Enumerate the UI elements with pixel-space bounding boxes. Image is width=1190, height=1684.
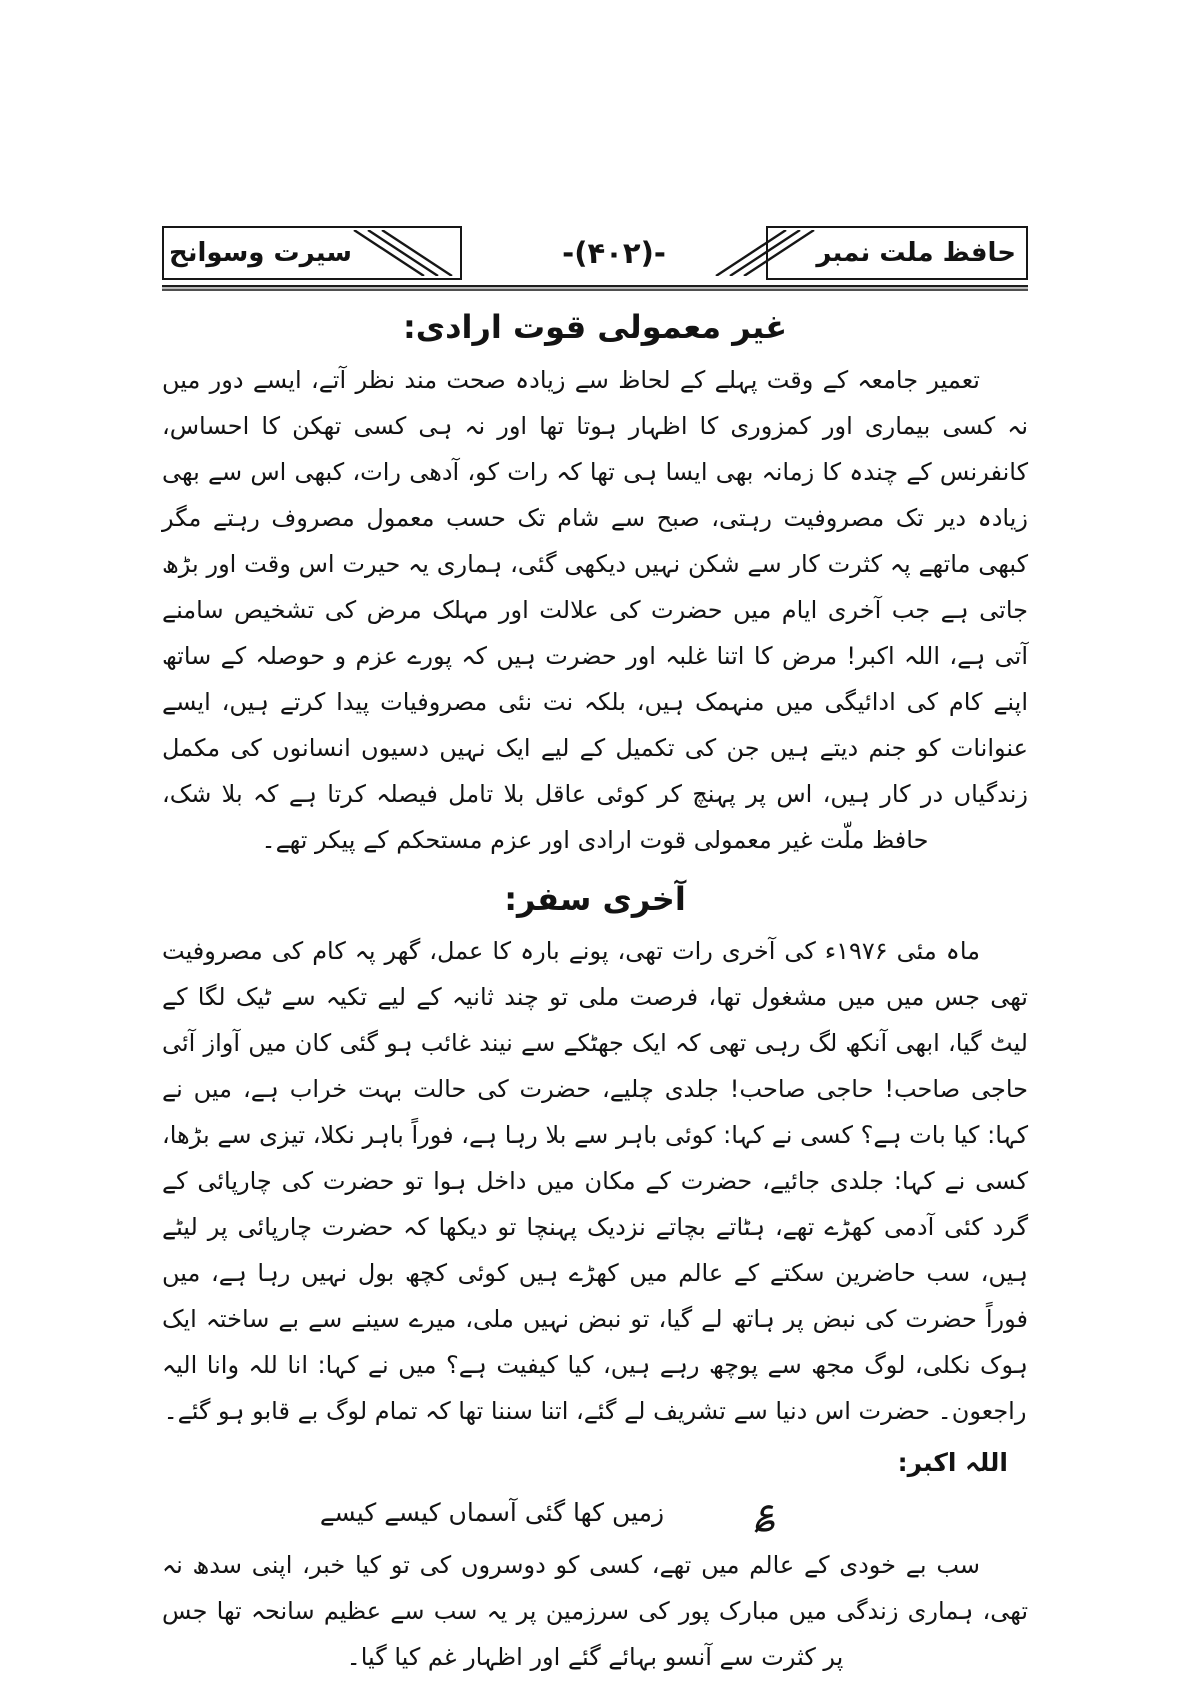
verse-marker: ؏ bbox=[756, 1490, 776, 1531]
verse-line bbox=[162, 1488, 1028, 1538]
section-1-paragraph: تعمیر جامعہ کے وقت پہلے کے لحاظ سے زیادہ صحت مند نظر آتے، ایسے دور میں نہ کسی بیماری اور کمزوری کا اظہار ہوتا تھا اور نہ ہی کسی تھکن کا احساس، کانفرنس کے چندہ کا زمانہ بھی ایسا ہی تھا کہ رات کو، آدھی رات، کبھی اس سے بھی زیادہ دیر تک مصروفیت رہتی، صبح سے شام تک حسب معمول مصروف رہتے مگر کبھی ماتھے پہ کثرت کار سے شکن نہیں دیکھی گئی، ہماری یہ حیرت اس وقت اور بڑھ جاتی ہے جب آخری ایام میں حضرت کی علالت اور مہلک مرض کی تشخیص سامنے آتی ہے، اللہ اکبر! مرض کا اتنا غلبہ اور حضرت ہیں کہ پورے عزم و حوصلہ کے ساتھ اپنے کام کی ادائیگی میں منہمک ہیں، بلکہ نت نئی مصروفیات پیدا کرتے ہیں، ایسے عنوانات کو جنم دیتے ہیں جن کی تکمیل کے لیے ایک نہیں دسیوں انسانوں کی مکمل زندگیاں در کار ہیں، اس پر پہنچ کر کوئی عاقل بلا تامل فیصلہ کرتا ہے کہ بلا شک، حافظ ملّت غیر معمولی قوت ارادی اور عزم مستحکم کے پیکر تھے۔ bbox=[162, 365, 1028, 854]
header-right-box bbox=[766, 226, 1028, 280]
page-content bbox=[162, 226, 1028, 1680]
closing-paragraph: سب بے خودی کے عالم میں تھے، کسی کو دوسروں کی تو کیا خبر، اپنی سدھ نہ تھی، ہماری زندگی میں مبارک پور کی سرزمین پر یہ سب سے عظیم سانحہ تھا جس پر کثرت سے آنسو بہائے گئے اور اظہار غم کیا گیا۔ bbox=[162, 1551, 1028, 1672]
page-header bbox=[162, 226, 1028, 280]
header-right-label: حافظ ملت نمبر bbox=[816, 238, 1016, 268]
header-left-label: سیرت وسوانح bbox=[169, 238, 352, 268]
page-number: -(۴۰۲)- bbox=[562, 236, 666, 270]
section-2-heading: آخری سفر: bbox=[504, 879, 686, 918]
takbir-line: اللہ اکبر: bbox=[897, 1448, 1008, 1478]
section-1-heading: غیر معمولی قوت ارادی: bbox=[402, 308, 788, 346]
verse-text: زمیں کھا گئی آسماں کیسے کیسے bbox=[319, 1498, 665, 1528]
header-left-box bbox=[162, 226, 462, 280]
header-rule bbox=[162, 285, 1028, 291]
diagonal-lines-left-icon bbox=[352, 230, 456, 276]
section-2-paragraph: ماہ مئی ۱۹۷۶ء کی آخری رات تھی، پونے بارہ کا عمل، گھر پہ کام کی مصروفیت تھی جس میں میں مشغول تھا، فرصت ملی تو چند ثانیہ کے لیے تکیہ سے ٹیک لگا کے لیٹ گیا، ابھی آنکھ لگ رہی تھی کہ ایک جھٹکے سے نیند غائب ہو گئی کان میں آواز آئی حاجی صاحب! حاجی صاحب! جلدی چلیے، حضرت کی حالت بہت خراب ہے، میں نے کہا: کیا بات ہے؟ کسی نے کہا: کوئی باہر سے بلا رہا ہے، فوراً باہر نکلا، تیزی سے بڑھا، کسی نے کہا: جلدی جائیے، حضرت کے مکان میں داخل ہوا تو حضرت کی چارپائی کے گرد کئی آدمی کھڑے تھے، ہٹاتے بچاتے نزدیک پہنچا تو دیکھا کہ حضرت چارپائی پر لیٹے ہیں، سب حاضرین سکتے کے عالم میں کھڑے ہیں کوئی کچھ بول نہیں رہا ہے، میں فوراً حضرت کی نبض پر ہاتھ لے گیا، تو نبض نہیں ملی، میرے سینے سے بے ساختہ ایک ہوک نکلی، لوگ مجھ سے پوچھ رہے ہیں، کیا کیفیت ہے؟ میں نے کہا: انا للہ وانا الیہ راجعون۔ حضرت اس دنیا سے تشریف لے گئے، اتنا سننا تھا کہ تمام لوگ بے قابو ہو گئے۔ bbox=[162, 937, 1028, 1426]
